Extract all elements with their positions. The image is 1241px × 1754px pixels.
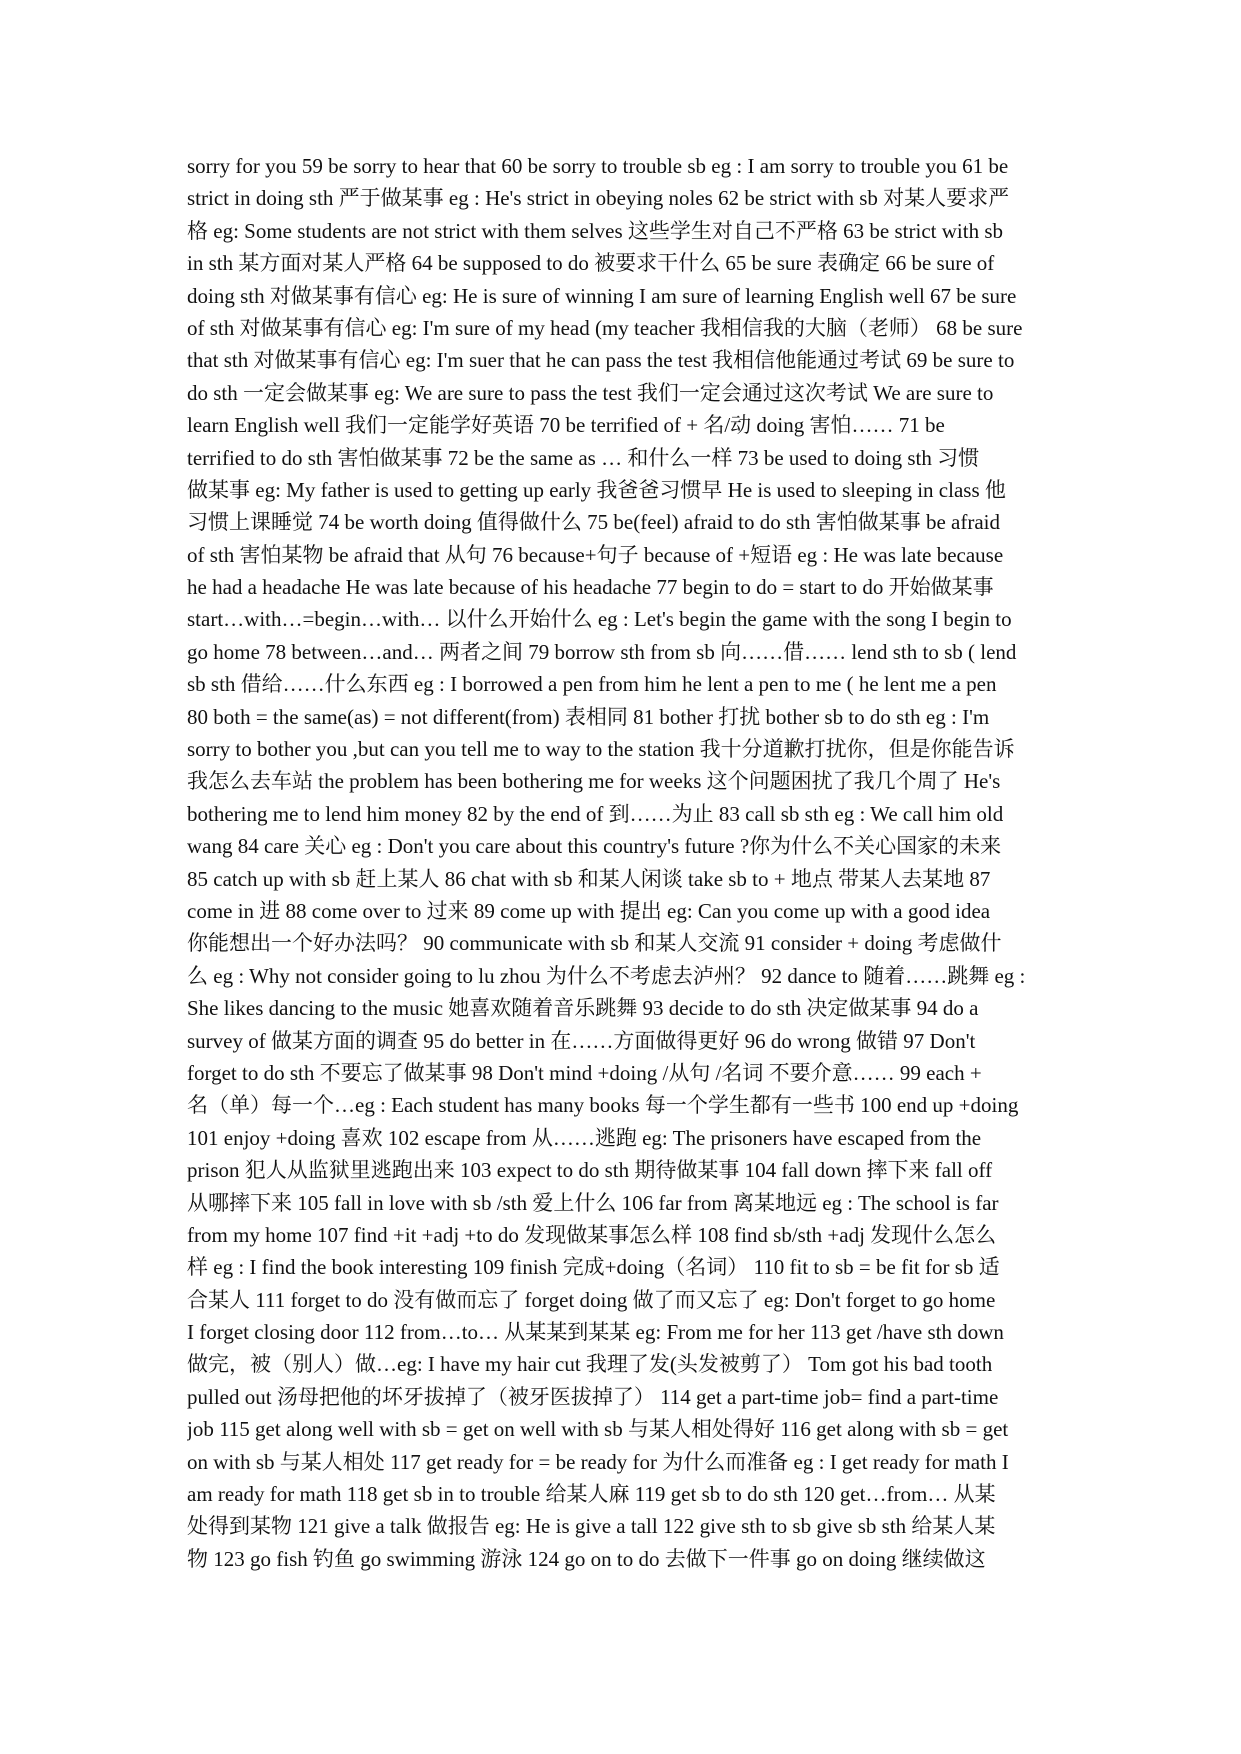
text-line: go home 78 between…and… 两者之间 79 borrow sth from sb 向……借…… lend sth to sb ( lend [187,639,1017,664]
text-line: sb sth 借给……什么东西 eg : I borrowed a pen from him he lent a pen to me ( he lent me a pen [187,672,997,697]
text-line: 做完，被（别人）做…eg: I have my hair cut 我理了发(头发被剪了） Tom got his bad tooth [187,1352,993,1377]
text-line: do sth 一定会做某事 eg: We are sure to pass the test 我们一定会通过这次考试 We are sure to [187,380,994,405]
text-line: sorry to bother you ,but can you tell me to way to the station 我十分道歉打扰你，但是你能告诉 [187,737,1015,762]
text-line: terrified to do sth 害怕做某事 72 be the same as … 和什么一样 73 be used to doing sth 习惯 [187,445,980,470]
text-line: 85 catch up with sb 赶上某人 86 chat with sb 和某人闲谈 take sb to + 地点 带某人去某地 87 [187,866,991,891]
text-line: survey of 做某方面的调查 95 do better in 在……方面做得更好 96 do wrong 做错 97 Don't [187,1028,976,1053]
text-line: 101 enjoy +doing 喜欢 102 escape from 从……逃跑 eg: The prisoners have escaped from the [187,1125,982,1150]
text-line: from my home 107 find +it +adj +to do 发现做某事怎么样 108 find sb/sth +adj 发现什么怎么 [187,1222,997,1247]
text-line: 从哪摔下来 105 fall in love with sb /sth 爱上什么 106 far from 离某地远 eg : The school is far [187,1190,999,1215]
text-line: that sth 对做某事有信心 eg: I'm suer that he can pass the test 我相信他能通过考试 69 be sure to [187,348,1015,373]
text-line: 合某人 111 forget to do 没有做而忘了 forget doing 做了而又忘了 eg: Don't forget to go home [187,1287,996,1312]
text-line: am ready for math 118 get sb in to trouble 给某人麻 119 get sb to do sth 120 get…from… 从某 [187,1482,996,1507]
text-line: start…with…=begin…with… 以什么开始什么 eg : Let's begin the game with the song I begin to [187,607,1012,632]
text-line: 名（单）每一个…eg : Each student has many books 每一个学生都有一些书 100 end up +doing [187,1093,1019,1118]
text-line: 做某事 eg: My father is used to getting up early 我爸爸习惯早 He is used to sleeping in class 他 [187,477,1006,502]
text-line: strict in doing sth 严于做某事 eg : He's strict in obeying noles 62 be strict with sb 对某人要求严 [187,186,1010,211]
text-line: bothering me to lend him money 82 by the end of 到……为止 83 call sb sth eg : We call him old [187,801,1004,826]
text-line: 你能想出一个好办法吗？ 90 communicate with sb 和某人交流 91 consider + doing 考虑做什 [187,931,1002,956]
text-line: 我怎么去车站 the problem has been bothering me for weeks 这个问题困扰了我几个周了 He's [187,769,1001,794]
text-line: 样 eg : I find the book interesting 109 finish 完成+doing（名词） 110 fit to sb = be fit for sb 适 [187,1255,1000,1280]
text-line: job 115 get along well with sb = get on well with sb 与某人相处得好 116 get along with sb = get [187,1417,1009,1442]
text-line: he had a headache He was late because of his headache 77 begin to do = start to do 开始做某事 [187,575,994,600]
text-line: I forget closing door 112 from…to… 从某某到某某 eg: From me for her 113 get /have sth down [187,1320,1004,1345]
document-page [187,150,1087,1575]
text-line: 格 eg: Some students are not strict with them selves 这些学生对自己不严格 63 be strict with sb [187,218,1003,243]
text-line: 处得到某物 121 give a talk 做报告 eg: He is give a tall 122 give sth to sb give sb sth 给某人某 [187,1514,996,1539]
text-line: of sth 害怕某物 be afraid that 从句 76 because+句子 because of +短语 eg : He was late because [187,542,1004,567]
text-line: come in 进 88 come over to 过来 89 come up with 提出 eg: Can you come up with a good idea [187,898,991,923]
text-line: pulled out 汤母把他的坏牙拔掉了（被牙医拔掉了） 114 get a part-time job= find a part-time [187,1384,999,1409]
text-line: of sth 对做某事有信心 eg: I'm sure of my head (my teacher 我相信我的大脑（老师） 68 be sure [187,315,1023,340]
text-line: prison 犯人从监狱里逃跑出来 103 expect to do sth 期待做某事 104 fall down 摔下来 fall off [187,1158,993,1183]
text-line: on with sb 与某人相处 117 get ready for = be ready for 为什么而准备 eg : I get ready for math I [187,1449,1009,1474]
text-line: doing sth 对做某事有信心 eg: He is sure of winning I am sure of learning English well 67 be sure [187,283,1017,308]
text-line: She likes dancing to the music 她喜欢随着音乐跳舞 93 decide to do sth 决定做某事 94 do a [187,996,979,1021]
text-line: 80 both = the same(as) = not different(from) 表相同 81 bother 打扰 bother sb to do sth eg : I'm [187,704,990,729]
text-line: wang 84 care 关心 eg : Don't you care about this country's future ?你为什么不关心国家的未来 [187,834,1002,859]
text-line: in sth 某方面对某人严格 64 be supposed to do 被要求干什么 65 be sure 表确定 66 be sure of [187,251,995,276]
text-line: forget to do sth 不要忘了做某事 98 Don't mind +doing /从句 /名词 不要介意…… 99 each + [187,1060,982,1085]
text-line: learn English well 我们一定能学好英语 70 be terrified of + 名/动 doing 害怕…… 71 be [187,413,945,438]
text-line: 么 eg : Why not consider going to lu zhou 为什么不考虑去泸州？ 92 dance to 随着……跳舞 eg : [187,963,1026,988]
text-line: 习惯上课睡觉 74 be worth doing 值得做什么 75 be(feel) afraid to do sth 害怕做某事 be afraid [187,510,1001,535]
text-line: sorry for you 59 be sorry to hear that 60 be sorry to trouble sb eg : I am sorry to trouble you 61 be [187,154,1009,178]
text-line: 物 123 go fish 钓鱼 go swimming 游泳 124 go on to do 去做下一件事 go on doing 继续做这 [187,1546,986,1571]
